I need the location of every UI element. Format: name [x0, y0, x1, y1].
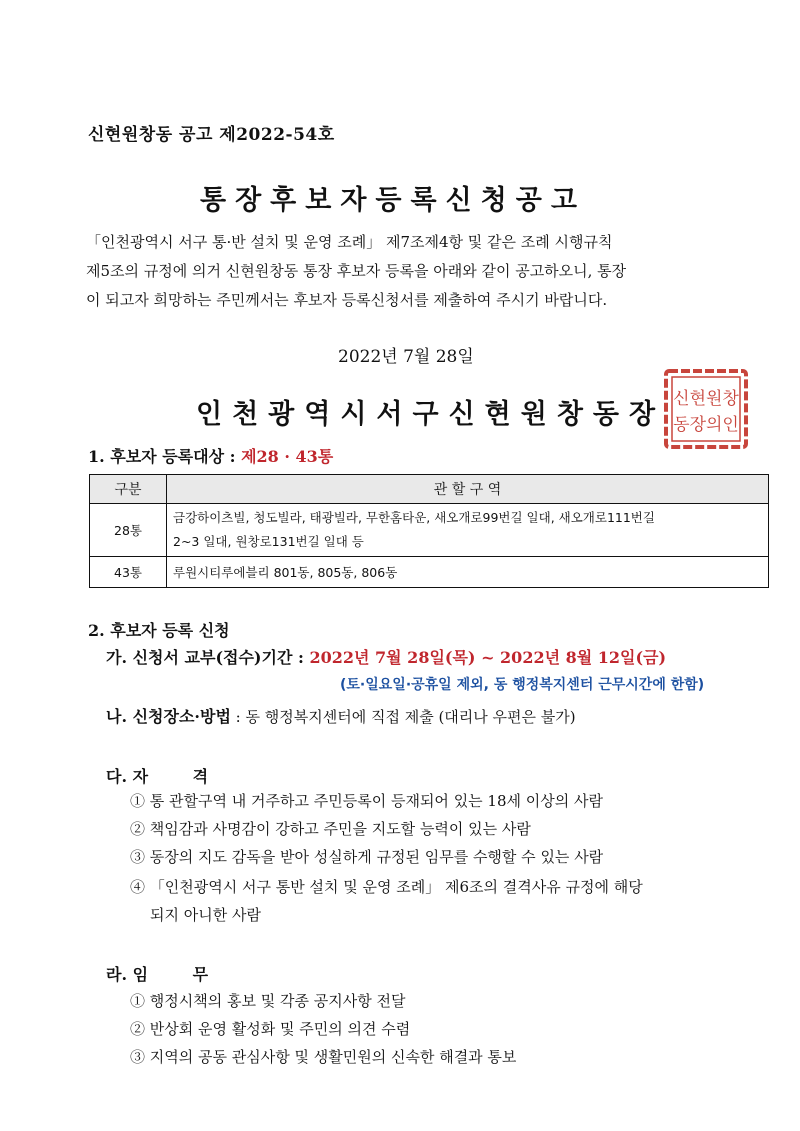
- application-period: [106, 645, 666, 668]
- svg-text:신현원창: 신현원창: [673, 389, 739, 409]
- qualification-item: ③ 동장의 지도 감독을 받아 성실하게 규정된 임무를 수행할 수 있는 사람: [130, 848, 604, 866]
- area-cell: [167, 504, 769, 557]
- period-note: (토·일요일·공휴일 제외, 동 행정복지센터 근무시간에 한함): [340, 677, 705, 693]
- notice-number: 신현원창동 공고 제2022-54호: [88, 125, 335, 145]
- header-area: 관 할 구 역: [167, 475, 769, 504]
- header-category: 구분: [90, 475, 167, 504]
- tong-cell: 43통: [90, 557, 167, 588]
- duty-item: ③ 지역의 공동 관심사항 및 생활민원의 신속한 해결과 통보: [130, 1048, 517, 1066]
- qualification-item: ② 책임감과 사명감이 강하고 주민을 지도할 능력이 있는 사람: [130, 820, 531, 838]
- duties-heading: 라. 임 무: [106, 965, 209, 984]
- qualification-item: ① 통 관할구역 내 거주하고 주민등록이 등재되어 있는 18세 이상의 사람: [130, 792, 604, 810]
- table-header-row: [90, 475, 769, 504]
- issuer-name: 인천광역시서구신현원창동장: [196, 399, 666, 430]
- area-line: 루원시티루에블리 801동, 805동, 806동: [173, 565, 398, 580]
- section-1-heading: [88, 444, 333, 467]
- official-seal: [663, 368, 749, 450]
- section-1-label: 1. 후보자 등록대상 :: [88, 447, 242, 466]
- table-row: [90, 557, 769, 588]
- application-method: [106, 704, 576, 727]
- intro-line-1: 「인천광역시 서구 통·반 설치 및 운영 조례」 제7조제4항 및 같은 조례 시행규칙: [86, 233, 613, 251]
- area-line: 금강하이츠빌, 청도빌라, 태광빌라, 무한홈타운, 새오개로99번길 일대, 새오개로111번길: [173, 510, 655, 525]
- area-cell: [167, 557, 769, 588]
- tong-cell: 28통: [90, 504, 167, 557]
- duty-item: ② 반상회 운영 활성화 및 주민의 의견 수렴: [130, 1020, 411, 1038]
- svg-text:동장의인: 동장의인: [673, 415, 739, 435]
- intro-line-2: 제5조의 규정에 의거 신현원창동 통장 후보자 등록을 아래와 같이 공고하오니, 통장: [86, 262, 627, 280]
- jurisdiction-table: [89, 474, 769, 588]
- method-label: 나. 신청장소·방법: [106, 707, 231, 726]
- section-1-target: 제28 · 43통: [241, 447, 334, 466]
- duty-item: ① 행정시책의 홍보 및 각종 공지사항 전달: [130, 992, 406, 1010]
- page-title: 통장후보자등록신청공고: [200, 185, 586, 216]
- section-2-heading: 2. 후보자 등록 신청: [88, 621, 230, 640]
- intro-line-3: 이 되고자 희망하는 주민께서는 후보자 등록신청서를 제출하여 주시기 바랍니다.: [86, 291, 608, 309]
- qualification-heading: 다. 자 격: [106, 767, 209, 786]
- qualification-item-continued: 되지 아니한 사람: [150, 906, 261, 924]
- method-text: : 동 행정복지센터에 직접 제출 (대리나 우편은 불가): [230, 708, 576, 726]
- qualification-item: ④ 「인천광역시 서구 통반 설치 및 운영 조례」 제6조의 결격사유 규정에 해당: [130, 878, 643, 896]
- notice-date: 2022년 7월 28일: [338, 347, 474, 367]
- period-label: 가. 신청서 교부(접수)기간 :: [106, 648, 310, 667]
- period-dates: 2022년 7월 28일(목) ~ 2022년 8월 12일(금): [309, 648, 667, 667]
- area-line: 2~3 일대, 원창로131번길 일대 등: [173, 534, 364, 549]
- table-row: [90, 504, 769, 557]
- intro-paragraph: [86, 228, 766, 315]
